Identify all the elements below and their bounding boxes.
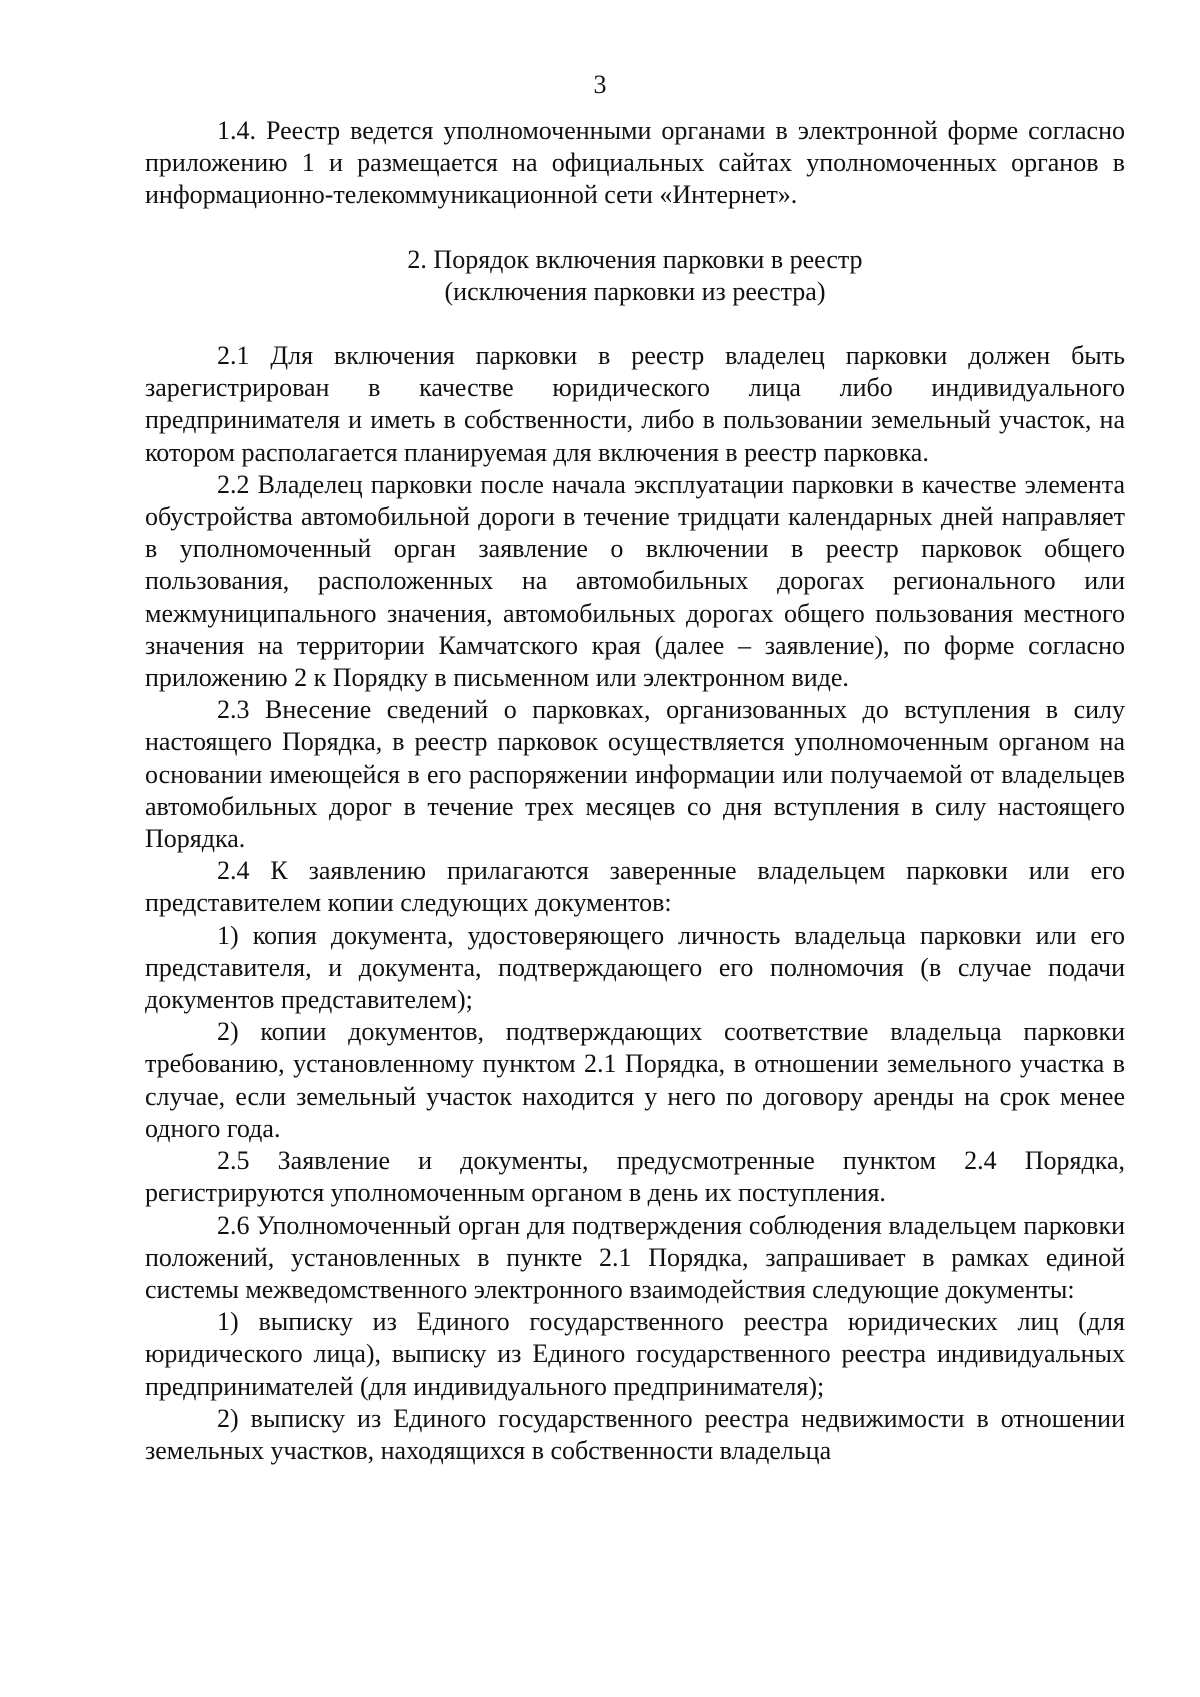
paragraph-1-4: 1.4. Реестр ведется уполномоченными органами в электронной форме согласно приложению 1 и размещается на официальных сайтах уполномоченных органов в информационно-телекоммуникационной сети «Интернет».: [145, 116, 1125, 210]
page-number: 3: [593, 70, 607, 99]
paragraph-2-6: 2.6 Уполномоченный орган для подтверждения соблюдения владельцем парковки положений, установленных в пункте 2.1 Порядка, запрашивает в рамках единой системы межведомственного электронного взаимодействия следующие документы:: [145, 1210, 1125, 1304]
document-body: [145, 115, 1125, 1467]
paragraph-2-6-item-1: 1) выписку из Единого государственного реестра юридических лиц (для юридического лица), выписку из Единого государственного реестра индивидуальных предпринимателей (для индивидуального предпринимателя);: [145, 1307, 1125, 1401]
paragraph-2-5: 2.5 Заявление и документы, предусмотренные пунктом 2.4 Порядка, регистрируются уполномоченным органом в день их поступления.: [145, 1146, 1125, 1208]
paragraph-2-1: 2.1 Для включения парковки в реестр владелец парковки должен быть зарегистрирован в качестве юридического лица либо индивидуального предпринимателя и иметь в собственности, либо в пользовании земельный участок, на котором располагается планируемая для включения в реестр парковка.: [145, 341, 1125, 467]
section-title-line-2: (исключения парковки из реестра): [444, 276, 826, 306]
paragraph-2-3: 2.3 Внесение сведений о парковках, организованных до вступления в силу настоящего Порядка, в реестр парковок осуществляется уполномоченным органом на основании имеющейся в его распоряжении информации или получаемой от владельцев автомобильных дорог в течение трех месяцев со дня вступления в силу настоящего Порядка.: [145, 695, 1125, 854]
paragraph-2-6-item-2: 2) выписку из Единого государственного реестра недвижимости в отношении земельных участков, находящихся в собственности владельца: [145, 1403, 1125, 1465]
paragraph-2-4-item-1: 1) копия документа, удостоверяющего личность владельца парковки или его представителя, и документа, подтверждающего его полномочия (в случае подачи документов представителем);: [145, 920, 1125, 1015]
section-heading-2: [145, 244, 1125, 308]
section-title-line-1: 2. Порядок включения парковки в реестр: [407, 244, 863, 274]
paragraph-2-4-item-2: 2) копии документов, подтверждающих соответствие владельца парковки требованию, установленному пунктом 2.1 Порядка, в отношении земельного участка в случае, если земельный участок находится у него по договору аренды на срок менее одного года.: [145, 1017, 1125, 1143]
paragraph-2-2: 2.2 Владелец парковки после начала эксплуатации парковки в качестве элемента обустройства автомобильной дороги в течение тридцати календарных дней направляет в уполномоченный орган заявление о включении в реестр парковок общего пользования, расположенных на автомобильных дорогах регионального или межмуниципального значения, автомобильных дорогах общего пользования местного значения на территории Камчатского края (далее – заявление), по форме согласно приложению 2 к Порядку в письменном или электронном виде.: [145, 469, 1125, 693]
paragraph-2-4: 2.4 К заявлению прилагаются заверенные владельцем парковки или его представителем копии следующих документов:: [145, 856, 1125, 918]
